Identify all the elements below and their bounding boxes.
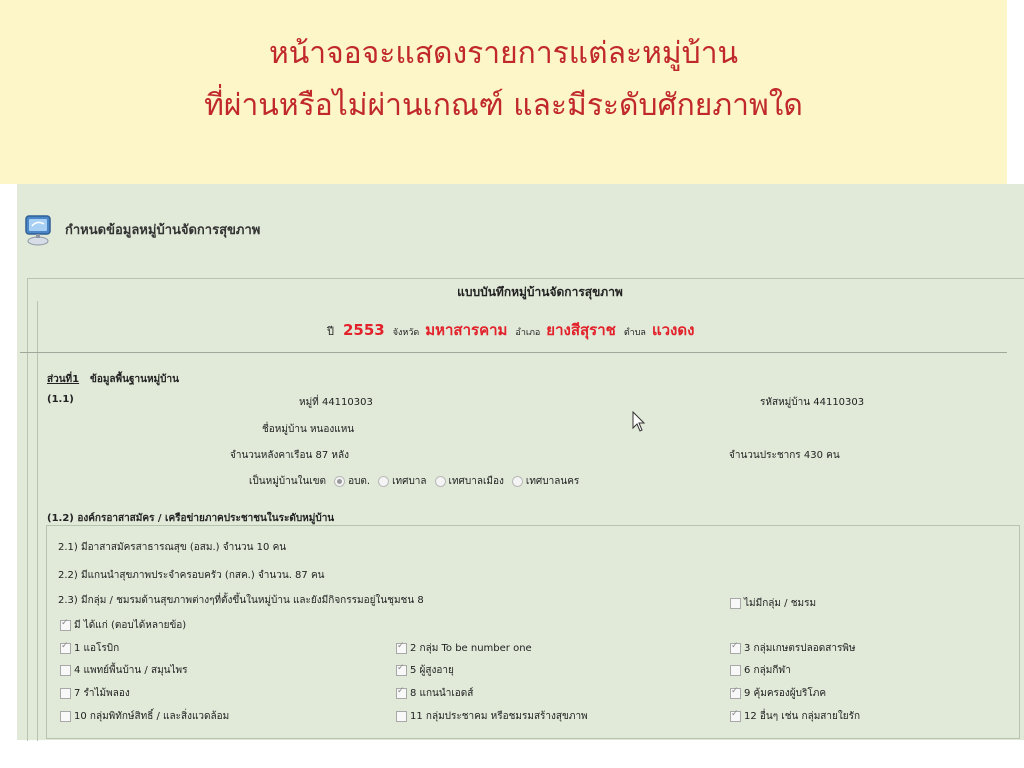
organization-box (46, 525, 1020, 739)
has-group-checkbox[interactable] (60, 618, 186, 633)
group-checkbox-5[interactable] (396, 663, 454, 678)
zone-option-city: เทศบาลนคร (525, 476, 580, 487)
province-label: จังหวัด (392, 328, 420, 338)
zone-radio-city[interactable] (512, 476, 523, 487)
panel-header (17, 184, 1024, 264)
zone-radio-obt[interactable] (334, 476, 345, 487)
group-checkbox-8[interactable] (396, 686, 473, 701)
group-checkbox-2[interactable] (396, 641, 532, 656)
year-label: ปี (327, 325, 334, 338)
group-label: 3 กลุ่มเกษตรปลอดสารพิษ (744, 643, 856, 654)
divider (20, 352, 1007, 353)
location-row (327, 318, 694, 342)
section1-heading: ข้อมูลพื้นฐานหมู่บ้าน (90, 374, 179, 385)
checkbox-box[interactable] (730, 711, 741, 722)
checkbox-box[interactable] (60, 711, 71, 722)
checkbox-box[interactable] (396, 688, 407, 699)
checkbox-box[interactable] (730, 688, 741, 699)
group-label: 12 อื่นๆ เช่น กลุ่มสายใยรัก (744, 711, 861, 722)
subdistrict-label: ตำบล (623, 328, 646, 338)
village-code: รหัสหมู่บ้าน 44110303 (760, 397, 865, 408)
zone-option-obt: อบต. (348, 476, 371, 487)
district-value: ยางสีสุราช (546, 321, 616, 339)
no-group-label: ไม่มีกลุ่ม / ชมรม (744, 598, 817, 609)
item-1-1-label: (1.1) (47, 394, 74, 405)
banner-title-line2: ที่ผ่านหรือไม่ผ่านเกณฑ์ และมีระดับศักยภาพใด (204, 88, 803, 123)
has-group-label: มี ได้แก่ (ตอบได้หลายข้อ) (74, 620, 187, 631)
family-leader-count: 2.2) มีแกนนำสุขภาพประจำครอบครัว (กสค.) จำนวน. 87 คน (58, 570, 325, 581)
zone-option-town: เทศบาลเมือง (448, 476, 504, 487)
group-label: 1 แอโรบิก (74, 643, 120, 654)
zone-option-municipality: เทศบาล (392, 476, 427, 487)
banner-title-line1: หน้าจอจะแสดงรายการแต่ละหมู่บ้าน (268, 36, 739, 71)
checkbox-box[interactable] (60, 620, 71, 631)
group-checkbox-11[interactable] (396, 709, 588, 724)
district-label: อำเภอ (515, 328, 541, 338)
group-label: 8 แกนนำเอดส์ (410, 688, 474, 699)
form-title: แบบบันทึกหมู่บ้านจัดการสุขภาพ (457, 285, 623, 299)
group-checkbox-12[interactable] (730, 709, 860, 724)
checkbox-box[interactable] (60, 643, 71, 654)
group-label: 5 ผู้สูงอายุ (410, 665, 454, 676)
group-label: 10 กลุ่มพิทักษ์สิทธิ์ / และสิ่งแวดล้อม (74, 711, 230, 722)
checkbox-box[interactable] (730, 598, 741, 609)
volunteer-count: 2.1) มีอาสาสมัครสาธารณสุข (อสม.) จำนวน 10 คน (58, 542, 287, 553)
checkbox-box[interactable] (60, 688, 71, 699)
zone-radio-municipality[interactable] (378, 476, 389, 487)
group-checkbox-6[interactable] (730, 663, 791, 678)
checkbox-box[interactable] (396, 665, 407, 676)
group-label: 4 แพทย์พื้นบ้าน / สมุนไพร (74, 665, 188, 676)
no-group-checkbox[interactable] (730, 596, 816, 611)
group-checkbox-7[interactable] (60, 686, 130, 701)
subdistrict-value: แวงดง (651, 321, 695, 339)
group-label: 2 กลุ่ม To be number one (410, 643, 532, 654)
checkbox-box[interactable] (396, 643, 407, 654)
group-checkbox-1[interactable] (60, 641, 119, 656)
group-count: 2.3) มีกลุ่ม / ชมรมด้านสุขภาพต่างๆที่ตั้งขึ้นในหมู่บ้าน และยังมีกิจกรรมอยู่ในชุมชน 8 (58, 595, 424, 606)
checkbox-box[interactable] (396, 711, 407, 722)
group-label: 6 กลุ่มกีฬา (744, 665, 791, 676)
village-number: หมู่ที่ 44110303 (299, 397, 373, 408)
group-checkbox-10[interactable] (60, 709, 229, 724)
checkbox-box[interactable] (730, 643, 741, 654)
group-checkbox-3[interactable] (730, 641, 856, 656)
group-label: 11 กลุ่มประชาคม หรือชมรมสร้างสุขภาพ (410, 711, 588, 722)
group-label: 7 รำไม้พลอง (74, 688, 130, 699)
population-count: จำนวนประชากร 430 คน (729, 450, 840, 461)
zone-radio-town[interactable] (435, 476, 446, 487)
app-title: กำหนดข้อมูลหมู่บ้านจัดการสุขภาพ (65, 223, 261, 238)
computer-icon (24, 214, 54, 246)
household-count: จำนวนหลังคาเรือน 87 หลัง (230, 450, 349, 461)
group-checkbox-4[interactable] (60, 663, 188, 678)
section1-2-heading: (1.2) องค์กรอาสาสมัคร / เครือข่ายภาคประชาชนในระดับหมู่บ้าน (47, 513, 335, 524)
year-value: 2553 (342, 321, 385, 339)
checkbox-box[interactable] (730, 665, 741, 676)
group-label: 9 คุ้มครองผู้บริโภค (744, 688, 827, 699)
province-value: มหาสารคาม (425, 321, 508, 339)
section1-number: ส่วนที่1 (47, 374, 80, 385)
zone-row (249, 474, 579, 489)
group-checkbox-9[interactable] (730, 686, 826, 701)
slide-banner (0, 0, 1007, 184)
village-name: ชื่อหมู่บ้าน หนองแหน (262, 424, 355, 435)
mouse-cursor-icon (632, 411, 646, 433)
zone-label: เป็นหมู่บ้านในเขต (249, 476, 327, 487)
checkbox-box[interactable] (60, 665, 71, 676)
